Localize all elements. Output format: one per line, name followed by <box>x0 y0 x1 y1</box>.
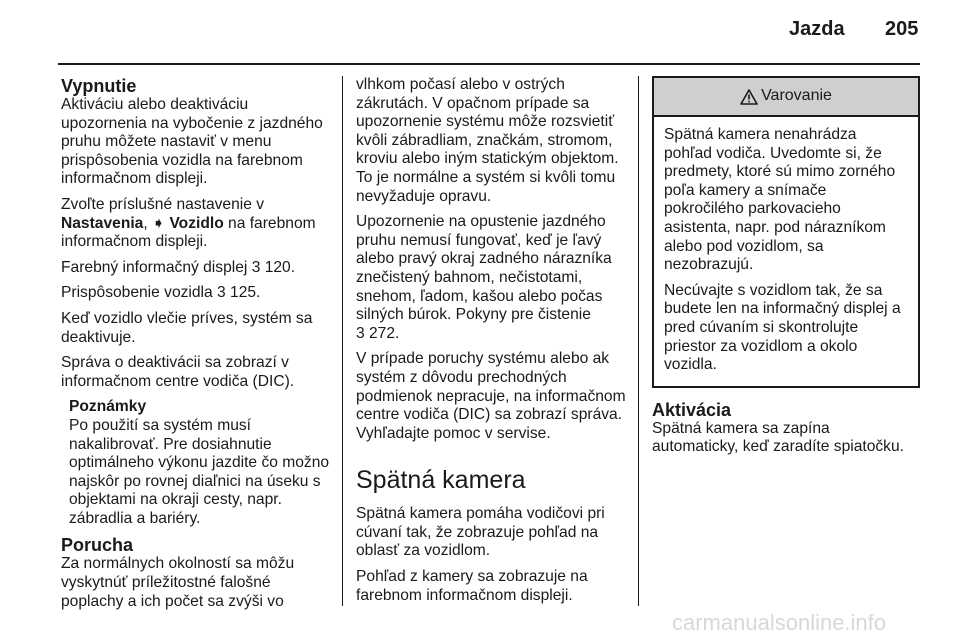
column-divider-1 <box>342 76 343 606</box>
paragraph: Za normálnych okolností sa môžu vyskytnúť príležitostné falošné poplachy a ich počet sa zvýši vo <box>61 555 295 610</box>
paragraph: Spätná kamera pomáha vodičovi pri cúvaní tak, že zobrazuje pohľad na oblasť za vozidlom. <box>356 505 605 560</box>
column-1 <box>61 76 331 618</box>
warning-title: Varovanie <box>761 87 832 105</box>
heading-porucha: Porucha <box>61 535 134 556</box>
warning-box <box>652 76 920 388</box>
paragraph: Farebný informačný displej 3 120. <box>61 258 296 276</box>
paragraph: Upozornenie na opustenie jazdného pruhu nemusí fungovať, keď je ľavý alebo pravý okraj zadného nárazníka znečistený bahnom, nečistotami, snehom, ľadom, kašou alebo počas silných búrok. Pokyny pre čistenie 3 272. <box>356 213 612 342</box>
page-number: 205 <box>885 18 919 40</box>
paragraph: Pohľad z kamery sa zobrazuje na farebnom informačnom displeji. <box>356 568 588 604</box>
menu-label-vozidlo: Vozidlo <box>169 214 224 232</box>
header-divider <box>58 63 920 65</box>
warning-text: Necúvajte s vozidlom tak, že sa budete len na informačný displej a pred cúvaním si skontrolujte priestor za vozidlom a okolo vozidla. <box>664 281 901 374</box>
page-reference[interactable]: 3 272. <box>356 324 400 342</box>
paragraph: vlhkom počasí alebo v ostrých zákrutách. V opačnom prípade sa upozornenie systému môže rozsvietiť kvôli zábradliam, značkám, stromom, kroviu alebo iným statickým objektom. To je normálne a systém si kvôli tomu nevyžaduje opravu. <box>356 76 619 205</box>
heading-vypnutie: Vypnutie <box>61 76 137 96</box>
column-divider-2 <box>638 76 639 606</box>
warning-triangle-icon <box>740 89 758 105</box>
paragraph: Aktiváciu alebo deaktiváciu upozornenia na vybočenie z jazdného pruhu môžete nastaviť v menu prispôsobenia vozidla na farebnom informačnom displeji. <box>61 96 323 188</box>
paragraph: V prípade poruchy systému alebo ak systém z dôvodu prechodných podmienok nepracuje, na informačnom centre vodiča (DIC) sa zobrazí správa. Vyhľadajte pomoc v servise. <box>356 350 626 442</box>
column-3 <box>652 76 920 464</box>
paragraph: Prispôsobenie vozidla 3 125. <box>61 284 261 302</box>
note-block <box>69 398 331 528</box>
warning-body <box>654 117 918 386</box>
note-title: Poznámky <box>69 398 147 416</box>
warning-text: Spätná kamera nenahrádza pohľad vodiča. Uvedomte si, že predmety, ktoré sú mimo zorného poľa kamery a snímače pokročilého parkovacieho asistenta, napr. pod nárazníkom alebo pod vozidlom, sa nezobrazujú. <box>664 126 896 274</box>
watermark-brand: carmanualsonline.info <box>672 610 887 635</box>
warning-header <box>654 78 918 117</box>
paragraph: Správa o deaktivácii sa zobrazí v informačnom centre vodiča (DIC). <box>61 354 295 390</box>
note-text: Po použití sa systém musí nakalibrovať. Pre dosiahnutie optimálneho výkonu jazdite čo možno najskôr po rovnej diaľnici na úseku s objektami na okraji cesty, napr. zábradlia a bariéry. <box>69 416 330 527</box>
page-reference[interactable]: 3 125. <box>217 284 261 302</box>
page-section-title: Jazda <box>789 18 845 40</box>
paragraph: Keď vozidlo vlečie príves, systém sa deaktivuje. <box>61 309 313 346</box>
heading-aktivacia: Aktivácia <box>652 399 732 420</box>
menu-label-nastavenia: Nastavenia <box>61 214 144 232</box>
column-2 <box>356 76 628 612</box>
paragraph: Spätná kamera sa zapína automaticky, keď zaradíte spiatočku. <box>652 419 904 456</box>
page-reference[interactable]: 3 120. <box>251 258 296 276</box>
heading-spatna-kamera: Spätná kamera <box>356 466 526 495</box>
paragraph: Zvoľte príslušné nastavenie v Nastavenia, ➧ Vozidlo na farebnom informačnom displeji. <box>61 195 316 251</box>
